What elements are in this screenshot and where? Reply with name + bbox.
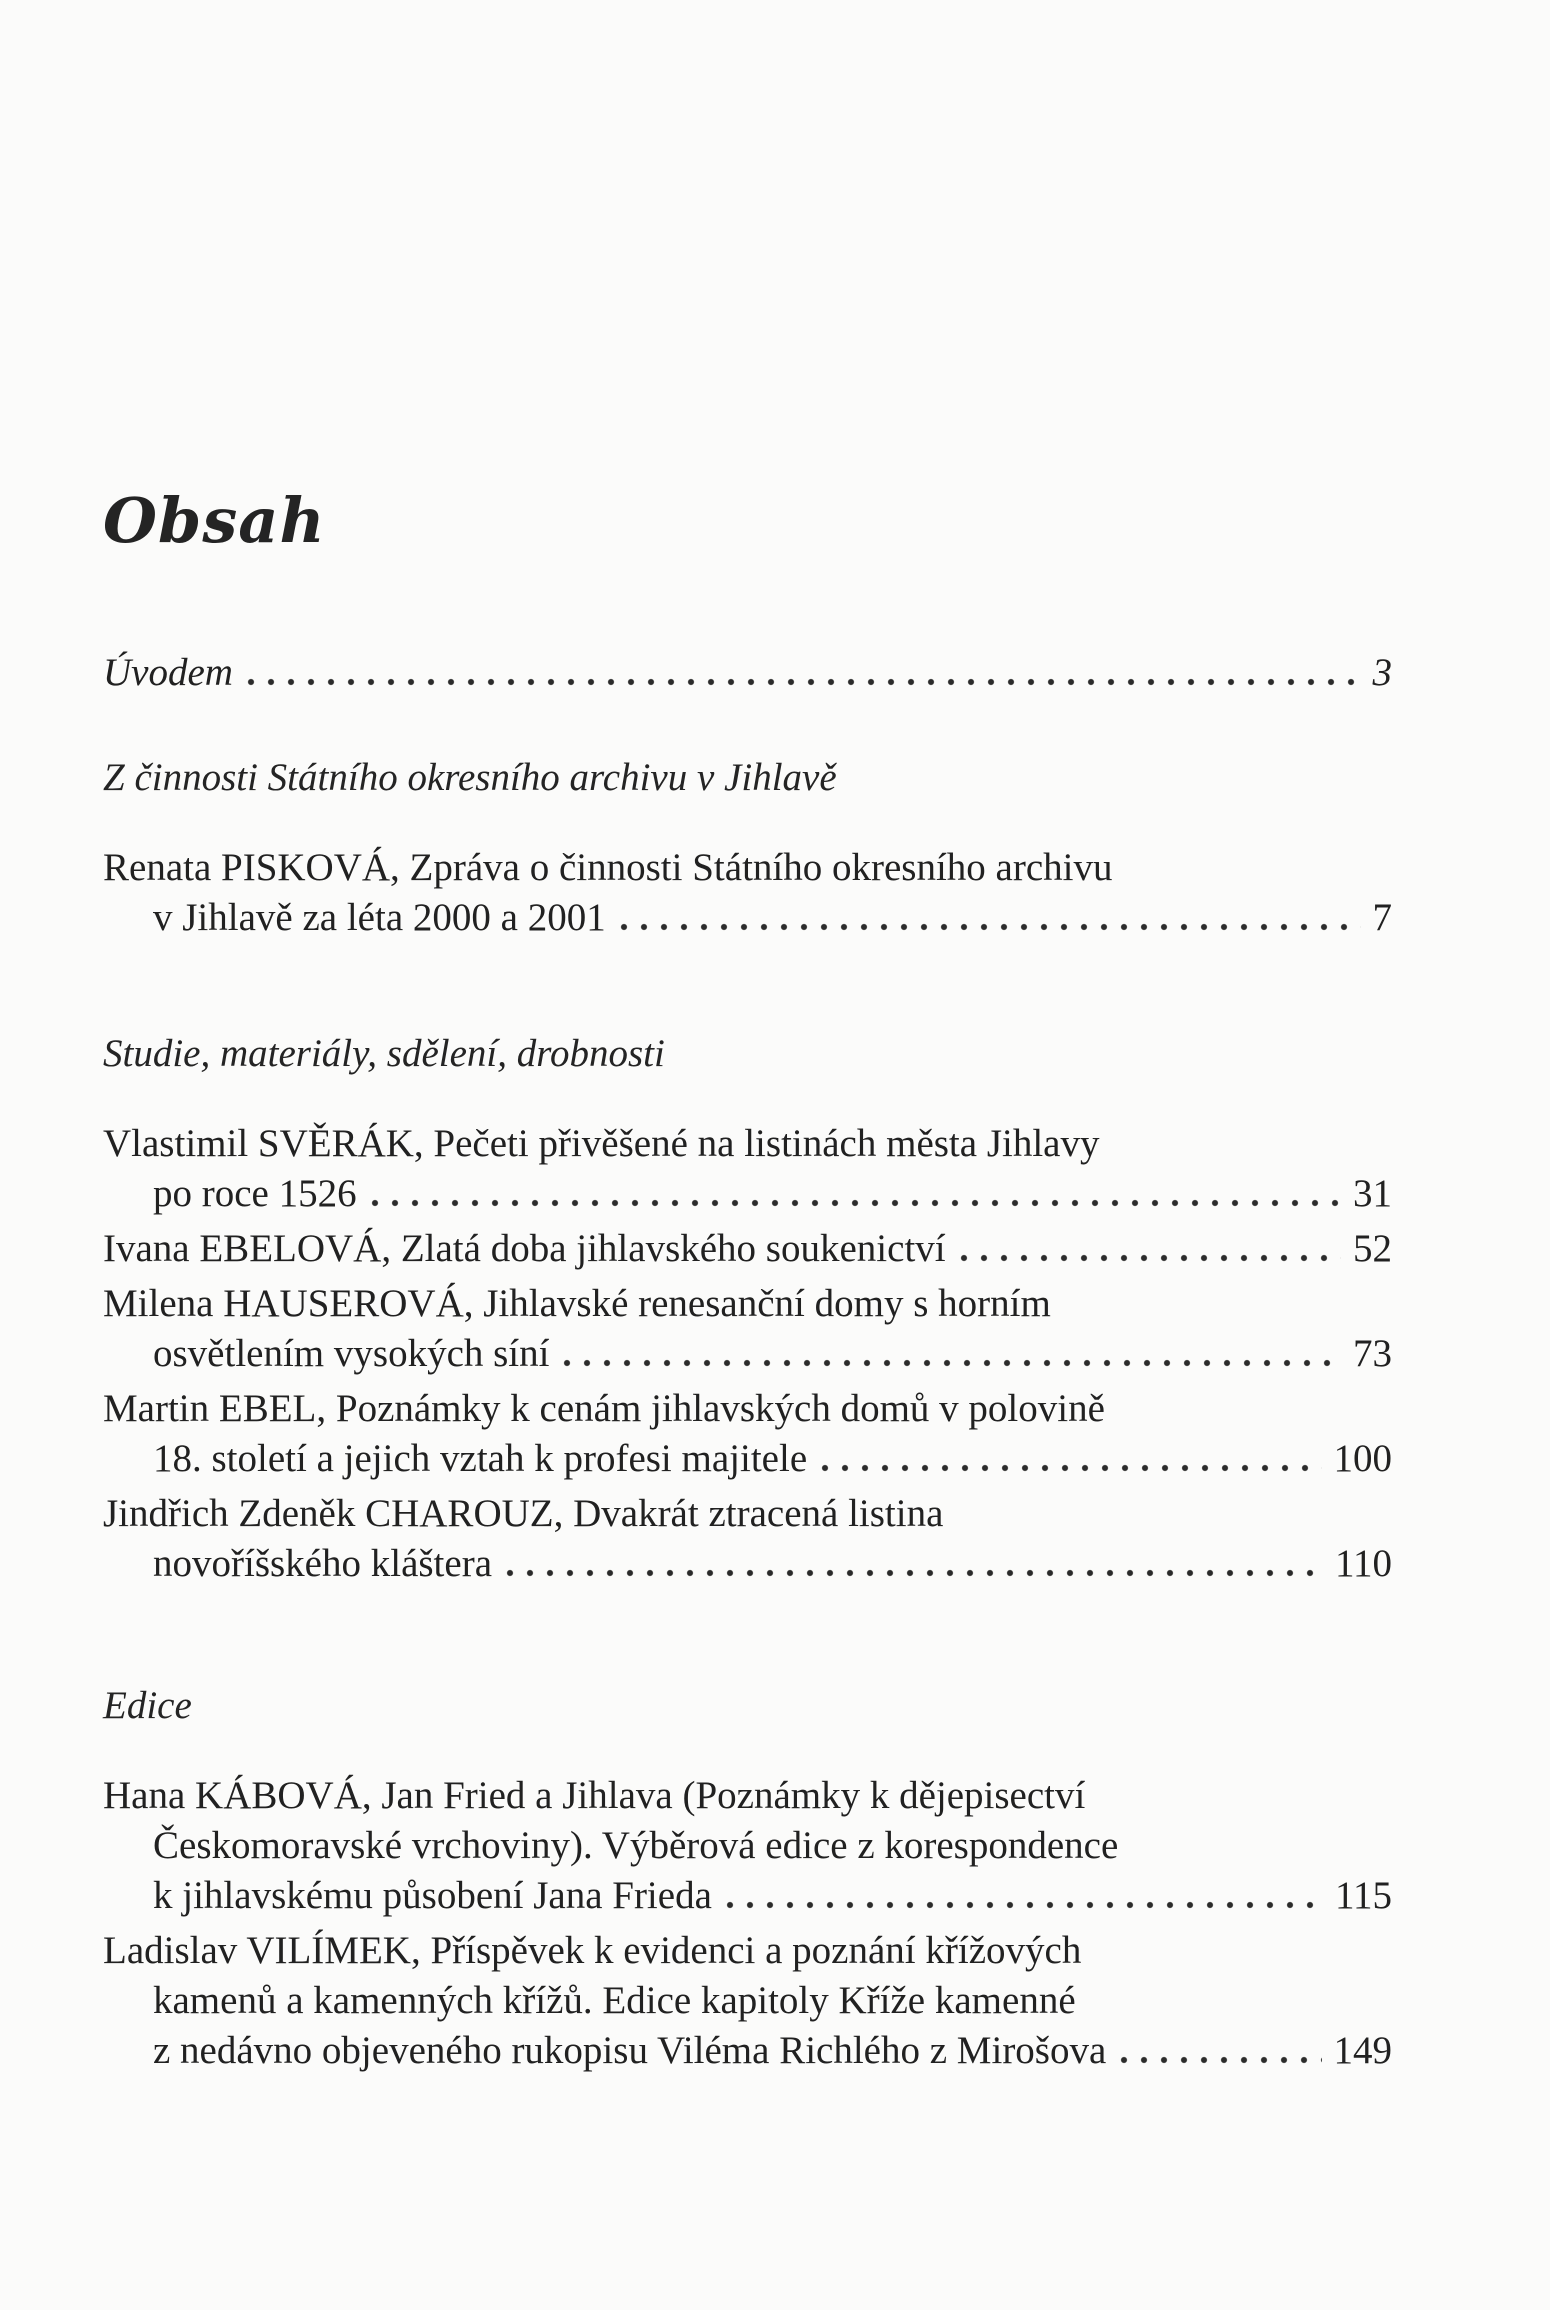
toc-entry-text: v Jihlavě za léta 2000 a 2001 [153, 896, 606, 939]
toc-entry-text: 18. století a jejich vztah k profesi majitele [153, 1437, 808, 1480]
toc-entry-line [103, 2026, 1392, 2076]
toc-section [103, 753, 1392, 943]
toc-entry-line [103, 1771, 1392, 1821]
toc-entry-text: Jindřich Zdeněk CHAROUZ, Dvakrát ztracená listina [103, 1492, 944, 1535]
toc-entry-line [103, 843, 1392, 893]
toc-entries [103, 1119, 1392, 1589]
toc-entry-text: z nedávno objeveného rukopisu Viléma Richlého z Mirošova [153, 2029, 1107, 2072]
toc-entry-line [103, 1489, 1392, 1539]
dot-leader [821, 1464, 1321, 1473]
dot-leader [371, 1199, 1341, 1208]
toc-page-number: 149 [1333, 2029, 1392, 2072]
toc-entry-line [103, 1926, 1392, 1976]
toc-entry [103, 1119, 1392, 1219]
toc-entry-text: osvětlením vysokých síní [153, 1332, 550, 1375]
toc-entry-line [103, 1384, 1392, 1434]
toc-entry-line [103, 1821, 1392, 1871]
dot-leader [620, 923, 1361, 932]
toc-entry [103, 1771, 1392, 1921]
toc-section-heading: Studie, materiály, sdělení, drobnosti [103, 1032, 665, 1075]
toc-entries [103, 648, 1392, 698]
toc-entry [103, 1384, 1392, 1484]
toc-entry-line [103, 648, 1392, 698]
toc-section [103, 1681, 1392, 2076]
toc-entries [103, 1771, 1392, 2076]
toc-entry-text: novoříšského kláštera [153, 1542, 493, 1585]
toc-entry-text: Hana KÁBOVÁ, Jan Fried a Jihlava (Poznámky k dějepisectví [103, 1774, 1086, 1817]
toc-section [103, 648, 1392, 698]
toc-entry-text: k jihlavskému působení Jana Frieda [153, 1874, 712, 1917]
toc-entry [103, 1489, 1392, 1589]
toc-page-number: 73 [1353, 1332, 1392, 1375]
toc-entry [103, 1279, 1392, 1379]
toc-entry-text: Českomoravské vrchoviny). Výběrová edice z korespondence [153, 1824, 1119, 1867]
toc-content [103, 482, 1392, 2081]
toc-entry-text: Ivana EBELOVÁ, Zlatá doba jihlavského soukenictví [103, 1227, 946, 1270]
toc-entry-text: Vlastimil SVĚRÁK, Pečeti přivěšené na listinách města Jihlavy [103, 1122, 1100, 1165]
toc-entry [103, 843, 1392, 943]
toc-section [103, 1029, 1392, 1589]
toc-page-number: 110 [1334, 1542, 1392, 1585]
toc-entry [103, 1224, 1392, 1274]
toc-entry-line [103, 1434, 1392, 1484]
dot-leader [563, 1359, 1341, 1368]
toc-entry-text: Renata PISKOVÁ, Zpráva o činnosti Státního okresního archivu [103, 846, 1113, 889]
toc-entry-line [103, 1169, 1392, 1219]
dot-leader [506, 1569, 1323, 1578]
toc-entry [103, 1926, 1392, 2076]
toc-entry-line [103, 1329, 1392, 1379]
toc-entry-text: po roce 1526 [153, 1172, 357, 1215]
toc-page-number: 7 [1372, 896, 1392, 939]
dot-leader [726, 1901, 1323, 1910]
toc-entry-text: kamenů a kamenných křížů. Edice kapitoly Kříže kamenné [153, 1979, 1076, 2022]
toc-entry-text: Martin EBEL, Poznámky k cenám jihlavských domů v polovině [103, 1387, 1105, 1430]
toc-entry [103, 648, 1392, 698]
toc-entry-line [103, 1871, 1392, 1921]
dot-leader [247, 678, 1361, 687]
dot-leader [1120, 2056, 1321, 2065]
toc-entry-line [103, 1224, 1392, 1274]
toc-page-number: 52 [1353, 1227, 1392, 1270]
page-title: Obsah [103, 484, 326, 557]
toc-entry-text: Milena HAUSEROVÁ, Jihlavské renesanční domy s horním [103, 1282, 1051, 1325]
toc-page-number: 31 [1353, 1172, 1392, 1215]
toc-entry-text: Úvodem [103, 651, 233, 694]
toc-section-heading: Z činnosti Státního okresního archivu v Jihlavě [103, 756, 837, 799]
toc-entry-line [103, 1539, 1392, 1589]
toc-page-number: 3 [1372, 651, 1392, 694]
toc-entry-text: Ladislav VILÍMEK, Příspěvek k evidenci a poznání křížových [103, 1929, 1082, 1972]
toc-section-heading: Edice [103, 1684, 192, 1727]
dot-leader [960, 1254, 1341, 1263]
toc-entries [103, 843, 1392, 943]
toc-entry-line [103, 893, 1392, 943]
toc [103, 648, 1392, 2076]
toc-entry-line [103, 1119, 1392, 1169]
toc-page-number: 115 [1334, 1874, 1392, 1917]
toc-page-number: 100 [1333, 1437, 1392, 1480]
toc-entry-line [103, 1279, 1392, 1329]
toc-entry-line [103, 1976, 1392, 2026]
